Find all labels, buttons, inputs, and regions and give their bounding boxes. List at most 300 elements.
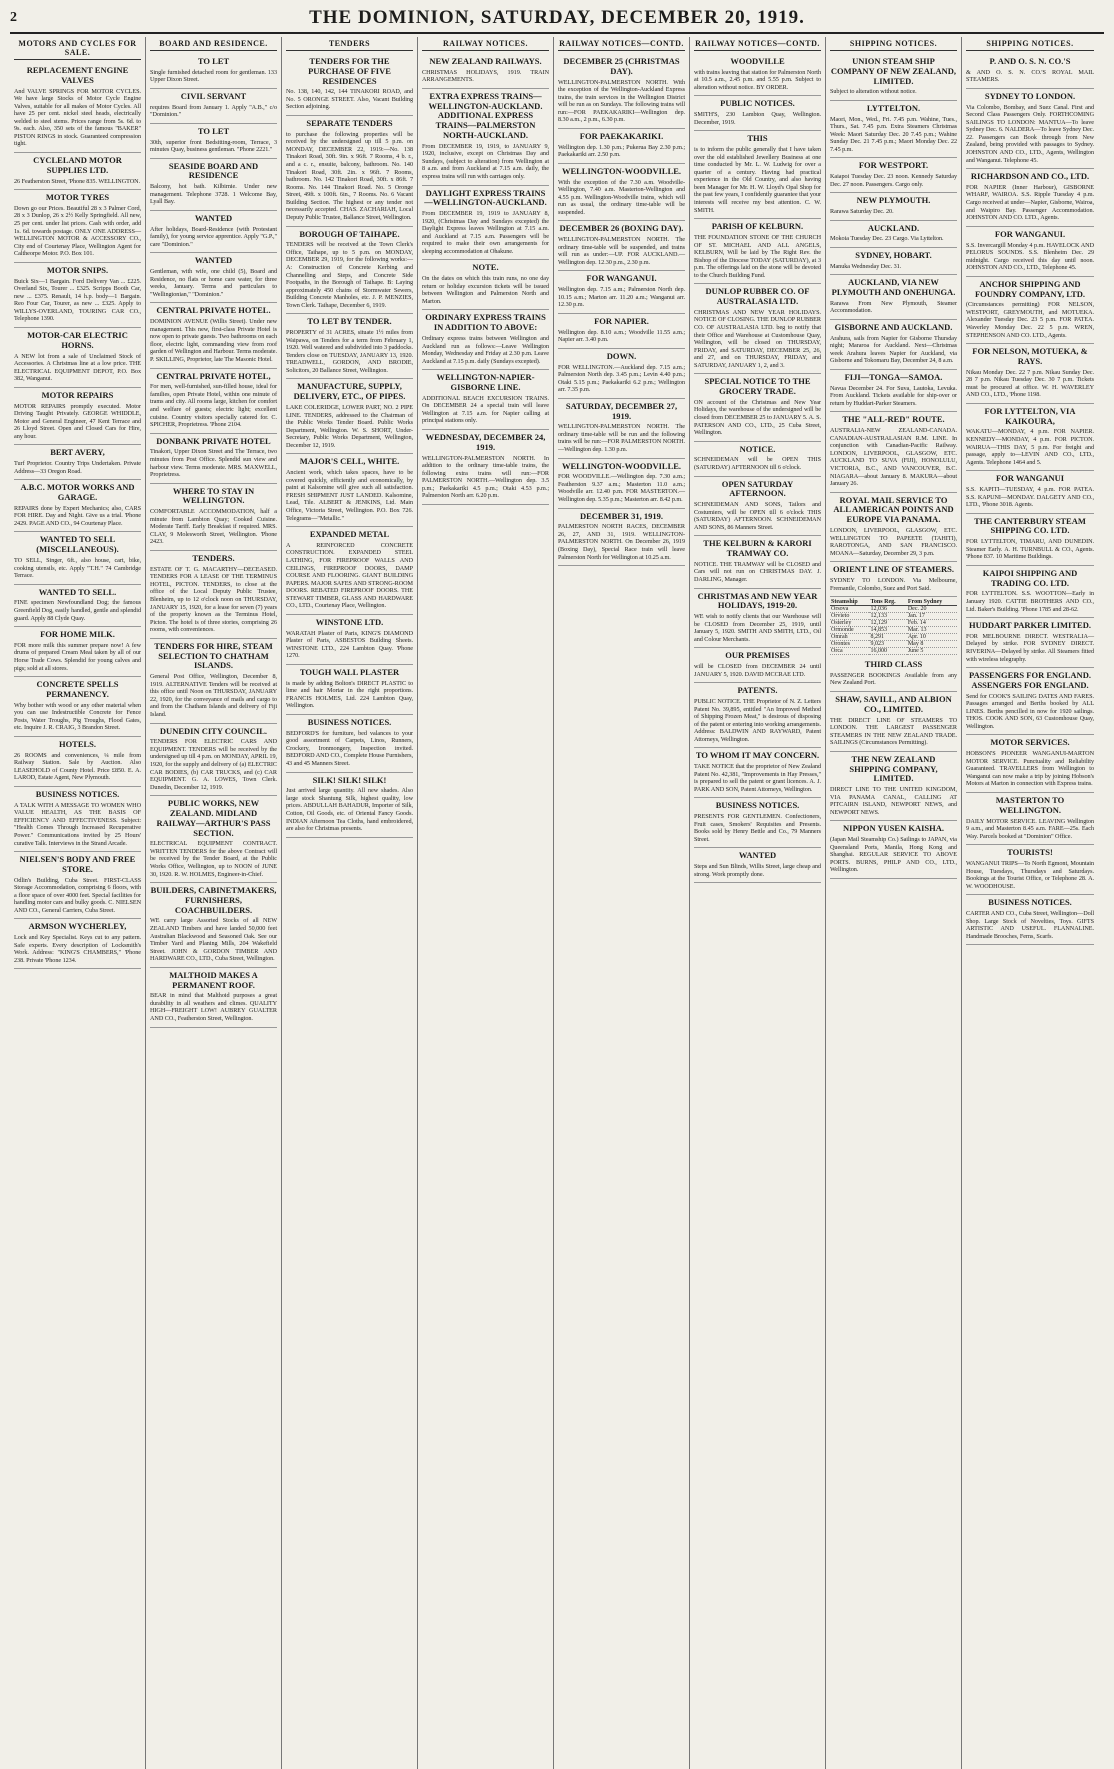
- ad-title: DECEMBER 31, 1919.: [579, 510, 664, 521]
- advertisement: [14, 737, 141, 787]
- ad-title: DAYLIGHT EXPRESS TRAINS—WELLINGTON-AUCKLAND.: [424, 187, 547, 208]
- advertisement: [150, 89, 277, 124]
- ad-body: ESTATE OF T. G. MACARTHY—DECEASED. TENDERS FOR A LEASE OF THE TERMINUS HOTEL, PICTON. TENDERS, to close at the office of the Local Deputy Public Trustee, Blenheim, up to 12 o'clock noon on THURSDAY, JANUARY 15, 1920, for a lease for seven (7) years of the property known as the Terminus Hotel, Picton. The hotel is of three stories, comprising 26 rooms, with conveniences.: [150, 565, 277, 634]
- ad-body: HOBSON'S PIONEER WANGANUI-MARTON MOTOR SERVICE. Punctuality and Reliability Guaranteed. TRAVELLERS from Wellington to Wanganui can now make a trip by joining Hobson's Motors at Marton in connection with Express trains.: [966, 750, 1094, 788]
- ad-body: Balcony, hot bath. Kilbirnie. Under new management. Telephone 3728. 1 Welcome Bay, Lyall Bay.: [150, 183, 277, 206]
- column-heading: SHIPPING NOTICES.: [830, 37, 957, 51]
- column-heading: RAILWAY NOTICES—CONTD.: [558, 37, 685, 51]
- ad-title: P. AND O. S. N. CO.'S: [989, 56, 1071, 66]
- ad-title: FOR NELSON, MOTUEKA, & RAYS.: [972, 346, 1088, 366]
- ad-body: FOR MELBOURNE DIRECT. WESTRALIA—Delayed by strike. FOR SYDNEY DIRECT. RIVERINA—Delayed by strike. All Steamers fitted with wireless telegraphy.: [966, 632, 1094, 663]
- ad-title: WHERE TO STAY IN WELLINGTON.: [172, 485, 255, 506]
- column-8: [962, 37, 1098, 1769]
- table-cell: Orontes: [830, 641, 869, 648]
- ad-title: BUILDERS, CABINETMAKERS, FURNISHERS, COACHBUILDERS.: [150, 885, 277, 915]
- advertisement: [966, 227, 1094, 277]
- advertisement: [286, 54, 413, 116]
- table-cell: Omrah: [830, 634, 869, 641]
- ad-title: ORDINARY EXPRESS TRAINS IN ADDITION TO ABOVE:: [425, 312, 546, 333]
- ad-body: WELLINGTON-PALMERSTON NORTH. The ordinary time-table will be suspended, and trains will run as under:—UP. FOR AUCKLAND.—Wellington dep. 12.30 p.m., 2.30 p.m.: [558, 236, 685, 266]
- ad-body: Manuka Wednesday Dec. 31.: [830, 262, 902, 270]
- advertisement: [286, 773, 413, 838]
- ad-title: TENDERS FOR HIRE, STEAM SELECTION TO CHATHAM ISLANDS.: [154, 640, 273, 671]
- ad-title: DUNEDIN CITY COUNCIL.: [159, 725, 268, 736]
- ad-body: PROPERTY of 31 ACRES, situate 1½ miles from Waipawa, on Tenders for a term from February 1, 1920. Well watered and subdivided into 3 paddocks. Tenders close on TUESDAY, JANUARY 13, 1920. TREADWELL, GORDON, AND BRODIE, Solicitors, 20 Ballance Street, Wellington.: [286, 329, 413, 374]
- ad-body: Ancient work, which takes spaces, have to be covered quickly, efficiently and economically, by paint at Kalsomine will give such all satisfaction. FRESH SHIPMENT JUST LANDED. Kalsomine, Lead, Tile. ALBERT & JENKINS, Ltd. Main Office, Victoria Street, Wellington. P.O. Box 726. Telegrams—"Metallic.": [286, 469, 413, 522]
- advertisement: [694, 648, 821, 683]
- advertisement: [966, 54, 1094, 89]
- advertisement: [830, 752, 957, 822]
- ad-title: KAIPOI SHIPPING AND TRADING CO. LTD.: [982, 567, 1078, 588]
- ad-title: ARMSON WYCHERLEY,: [28, 921, 127, 932]
- ad-body: DAILY MOTOR SERVICE. LEAVING Wellington 9 a.m., and Masterton 8.45 a.m. FARE—25s. Each Way. Parcels booked at "Dominion" Office.: [966, 817, 1094, 840]
- table-cell: Mar. 13: [907, 627, 957, 634]
- advertisement: [694, 54, 821, 96]
- ad-body: SCHNEIDEMAN will be OPEN THIS (SATURDAY) AFTERNOON till 6 o'clock.: [694, 456, 821, 472]
- advertisement: [830, 370, 957, 412]
- ad-body: WARATAH Plaster of Paris, KING'S DIAMOND Plaster of Paris, ASBESTOS Building Sheets. WINSTONE LTD., 224 Lambton Quay. 'Phone 1270.: [286, 629, 413, 660]
- advertisement: [558, 54, 685, 129]
- ad-body: A REINFORCED CONCRETE CONSTRUCTION. EXPANDED STEEL LATHING, FOR FIREPROOF WALLS AND CEILINGS, FIREPROOF DOORS, DAMP COURSE AND FLOORING. GIANT BUILDING PAPERS. MAJOR SAFES AND STRONG-ROOM DOORS. REBATED FIREPROOF DOORS. THE STEWART TIMBER, GLASS AND HARDWARE CO., LTD., Courtenay Place, Wellington.: [286, 541, 413, 610]
- ad-title: MALTHOID MAKES A PERMANENT ROOF.: [169, 969, 258, 990]
- advertisement: [966, 668, 1094, 735]
- advertisement: [694, 748, 821, 798]
- ad-title: DECEMBER 25 (CHRISTMAS DAY).: [563, 56, 680, 76]
- ad-body: REPAIRS done by Expert Mechanics; also, CARS FOR HIRE. Day and Night. Give us a trial. 'Phone 2429. PAGE AND CO., 94 Courtenay Place.: [14, 504, 141, 527]
- ad-body: SYDNEY TO LONDON. Via Melbourne, Fremantle, Colombo, Suez and Port Said.: [830, 577, 957, 592]
- ad-body: Mokoia Tuesday Dec. 23 Cargo. Via Lyttelton.: [830, 235, 944, 243]
- advertisement: [14, 263, 141, 328]
- advertisement: [966, 471, 1094, 513]
- ad-title: THIRD CLASS: [864, 659, 923, 670]
- advertisement: [966, 404, 1094, 471]
- ad-title: TENDERS.: [192, 553, 235, 563]
- table-row: [830, 627, 957, 634]
- advertisement: [694, 442, 821, 477]
- advertisement: [422, 54, 549, 89]
- advertisement: [286, 615, 413, 665]
- column-heading: BOARD AND RESIDENCE.: [150, 37, 277, 51]
- ad-title: NEW PLYMOUTH.: [856, 195, 931, 206]
- ad-body: WANGANUI TRIPS—To North Egmont, Mountain House, Tuesdays, Thursdays and Saturdays. Bookings at the Tourist Office, or Telephone 28. A. W. WOODHOUSE.: [966, 860, 1094, 890]
- ad-body: PUBLIC NOTICE. THE Proprietor of N. Z. Letters Patent No. 39,895, entitled "An Improved Method of Shipping Frozen Meat," is desirous of disposing of the patent or entering into working arrangements. Address: BALDWIN AND RAYWARD, Patent Attorneys, Wellington.: [694, 698, 821, 743]
- advertisement: [14, 328, 141, 388]
- ad-title: FOR WANGANUI: [995, 473, 1065, 484]
- ad-title: WANTED TO SELL (MISCELLANEOUS).: [36, 534, 119, 555]
- ad-body: TO SELL, Singer, 6ft., also house, cart, bike, cooking utensils, etc. Apply "T.H." 74 Cambridge Terrace.: [14, 556, 141, 580]
- ad-body: SCHNEIDEMAN AND SONS, Tailors and Costumiers, will be OPEN till 6 o'clock THIS (SATURDAY) AFTERNOON. SCHNEIDEMAN AND SONS, 86 Manners Street.: [694, 501, 821, 531]
- column-5: [554, 37, 690, 1769]
- ad-title: MOTOR TYRES: [45, 192, 110, 203]
- ad-body: is made by adding Bolton's DIRECT PLASTIC to lime and hair Mortar in the right proportions. FRANCIS HOLMES, Ltd. 224 Lambton Quay, Wellington.: [286, 679, 413, 710]
- ad-body: LONDON, LIVERPOOL, GLASGOW, ETC. WELLINGTON TO PAPEETE (TAHITI), RAROTONGA, AND SAN FRANCISCO. MOANA—Saturday, December 29, 3 p.m.: [830, 527, 957, 557]
- table-cell: Orsova: [830, 606, 869, 613]
- ad-body: Maori, Mon., Wed., Fri. 7.45 p.m. Wahine, Tues., Thurs., Sat. 7.45 p.m. Extra Steamers Christmas Week: Maori Saturday Dec. 20 7.45 p.m.; Wahine Sunday Dec. 21 7.45 p.m.; Maori Monday Dec. 22 7.45 p.m.: [830, 115, 957, 153]
- ad-title: NIELSEN'S BODY AND FREE STORE.: [19, 854, 136, 874]
- ad-body: SMITH'S, 230 Lambton Quay, Wellington. December, 1919.: [694, 111, 821, 126]
- ad-title: UNION STEAM SHIP COMPANY OF NEW ZEALAND, LIMITED.: [830, 56, 957, 86]
- ad-title: BUSINESS NOTICES.: [307, 716, 392, 727]
- advertisement: [14, 919, 141, 969]
- advertisement: [558, 271, 685, 313]
- ad-title: LYTTELTON.: [866, 102, 921, 113]
- column-1: [10, 37, 146, 1769]
- table-cell: 9,023: [869, 641, 906, 648]
- ad-body: WAKATU—MONDAY, 4 p.m. FOR NAPIER. KENNEDY—MONDAY, 4 p.m. FOR PICTON. WAIRUA—THIS DAY, 5 p.m. For freight and passage, apply to—LEVIN AND CO., LTD., Agents. Telephone 1464 and 5.: [966, 428, 1094, 466]
- ad-title: FOR NAPIER.: [594, 315, 649, 326]
- advertisement: [150, 796, 277, 883]
- advertisement: [694, 96, 821, 131]
- ad-body: & AND O. S. N. CO.'S ROYAL MAIL STEAMERS.: [966, 68, 1094, 84]
- ad-body: Navua December 24. For Suva, Lautoka, Levuka. From Auckland. Tickets available for ship-over or return by Huddart-Parker Steamers.: [830, 384, 957, 407]
- table-row: [830, 641, 957, 648]
- advertisement: [966, 566, 1094, 618]
- ad-body: PALMERSTON NORTH RACES, DECEMBER 26, 27, AND 31, 1919. WELLINGTON-PALMERSTON NORTH. On December 26, 1919 (Boxing Day), Special Race train will leave Palmerston North for Wellington at 10.25 a.m.: [558, 523, 685, 561]
- ad-body: Ordinary express trains between Wellington and Auckland run as follows:—Leave Wellington Monday, Wednesday and Friday at 2.30 p.m. Leave Auckland at 7.15 p.m. daily (Sundays excepted).: [422, 334, 549, 365]
- table-header-cell: Tons Reg.: [869, 599, 906, 606]
- advertisement: [150, 159, 277, 211]
- ad-title: HUDDART PARKER LIMITED.: [969, 620, 1091, 631]
- ad-title: TOUGH WALL PLASTER: [299, 666, 400, 677]
- advertisement: [830, 657, 957, 692]
- advertisement: [694, 131, 821, 219]
- ad-body: WELLINGTON-PALMERSTON NORTH. With the exception of the Wellington-Auckland Express trains, the train services in the Wellington District will be run as on Sundays. The following trains will run:—FOR PAEKAKARIKI—Wellington dep. 8.30 a.m., 2 p.m., 6.30 p.m.: [558, 78, 685, 124]
- ad-title: PATENTS.: [737, 685, 778, 696]
- ad-body: After holidays, Board-Residence (with Protestant family), for young service apprentice. Apply "G.P.," care "Dominion.": [150, 225, 277, 248]
- advertisement: [830, 412, 957, 492]
- ad-body: No. 138, 140, 142, 144 TINAKORI ROAD, and No. 5 ORONGE STREET. Also, Vacant Building Section adjoining.: [286, 88, 413, 111]
- ad-body: DIRECT LINE TO THE UNITED KINGDOM, VIA PANAMA CANAL, CALLING AT PITCAIRN ISLAND, NEWPORT NEWS, and NEWPORT NEWS.: [830, 786, 957, 816]
- advertisement: [150, 484, 277, 551]
- ad-title: DOWN.: [606, 350, 637, 361]
- ad-body: Lock and Key Specialist. Keys cut to any pattern. Safe experts. Every description of Locksmith's Work. Address: "KING'S CHAMBERS," 'Phone 238. Private 'Phone 1234.: [14, 934, 141, 964]
- ad-body: FOR LYTTELTON, TIMARU, AND DUNEDIN. Steamer Early. A. H. TURNBULL & CO., Agents. 'Phone 837. 10 Maritime Buildings.: [966, 538, 1094, 561]
- ad-body: And VALVE SPRINGS FOR MOTOR CYCLES. We have large Stocks of Motor Cycle Engine Valves, suitable for all makes of Motor Cycles. All have 25 per cent. nickel steel heads, electrically welded to steel stems. Prices range from 5s. 6d. to 9s. each. Also, 350 sets of the famous "BAKER" PISTON RINGS in stock. Guaranteed compression tight.: [14, 87, 141, 148]
- ad-body: NOTICE. THE TRAMWAY will be CLOSED and Cars will not run on CHRISTMAS DAY. J. DARLING, Manager.: [694, 560, 821, 584]
- advertisement: [558, 349, 685, 399]
- ad-body: Via Colombo, Bombay, and Suez Canal. First and Second Class Passengers Only. FORTHCOMING SAILINGS TO LONDON: MANTUA—To leave Sydney Dec. 6. NALDERA—To leave Sydney Dec. 22. Passengers can Book through from New Zealand, being provided with passages to Sydney. JOHNSTON AND CO., LTD., Agents, Wellington and Wanganui. Telephone 45.: [966, 103, 1094, 164]
- ad-body: Gentleman, with wife, one child (5), Board and Residence, no flats or home care water, for three weeks, January. Terms and particulars to "Wellingtonian," "Dominion.": [150, 268, 277, 298]
- ad-body: WELLINGTON-PALMERSTON NORTH. The ordinary time-table will be run and the following trains will be run:—FOR PALMERSTON NORTH.—Wellington dep. 1.30 p.m.: [558, 423, 685, 453]
- ad-body: A TALK WITH A MESSAGE TO WOMEN WHO VALUE HEALTH, AS THE BASIS OF EFFICIENCY AND EFFECTIVENESS. Subject: "Health Comes Through Increased Recuperative Power." Communications invited by 25 Hours' curative Talk. Interviews in the Strand Arcade.: [14, 801, 141, 847]
- ad-body: FOR WOODVILLE.—Wellington dep. 7.30 a.m.; Featherston 9.37 a.m.; Masterton 11.0 a.m.; Woodville arr. 12.40 p.m. FOR MASTERTON.—Wellington dep. 5.35 p.m.; Masterton arr. 8.42 p.m.: [558, 473, 685, 503]
- advertisement: [830, 562, 957, 597]
- ad-title: SILK! SILK! SILK!: [312, 774, 387, 785]
- advertisement: [558, 314, 685, 349]
- advertisement: [558, 221, 685, 271]
- table-cell: June 5: [907, 648, 957, 655]
- column-4: [418, 37, 554, 1769]
- ad-body: S.S. KAPITI—TUESDAY, 4 p.m. FOR PATEA. S.S. KAPUNI—MONDAY. DALGETY AND CO., LTD., 'Phone 3018. Agents.: [966, 485, 1094, 509]
- columns-container: [10, 37, 1104, 1769]
- advertisement: [286, 454, 413, 527]
- advertisement: [966, 845, 1094, 895]
- advertisement: [422, 430, 549, 505]
- advertisement: [286, 715, 413, 773]
- table-cell: Orvieto: [830, 613, 869, 620]
- ad-title: BERT AVERY,: [50, 447, 105, 458]
- advertisement: [694, 374, 821, 441]
- ad-body: Wellington dep. 7.15 a.m.; Palmerston North dep. 10.15 a.m.; Marton arr. 11.20 a.m.; Wanganui arr. 12.30 p.m.: [558, 286, 685, 309]
- ad-title: FIJI—TONGA—SAMOA.: [844, 371, 943, 382]
- ad-title: PARISH OF KELBURN.: [711, 221, 804, 232]
- ad-title: WANTED: [194, 255, 233, 266]
- ad-body: Rarawa From New Plymouth, Steamer Accommodation.: [830, 299, 957, 315]
- ad-body: PASSENGER BOOKINGS Available from any New Zealand Port.: [830, 671, 957, 687]
- advertisement: [694, 477, 821, 537]
- advertisement: [830, 248, 957, 275]
- table-cell: 14,853: [869, 627, 906, 634]
- ad-title: NIPPON YUSEN KAISHA.: [843, 823, 944, 834]
- ad-title: BOROUGH OF TAIHAPE.: [299, 228, 400, 239]
- ad-title: CENTRAL PRIVATE HOTEL.: [156, 305, 271, 316]
- ad-title: FOR WANGANUI.: [586, 273, 657, 284]
- table-cell: 12,129: [869, 620, 906, 627]
- ad-body: Tinakori, Upper Dixon Street and The Terrace, two minutes from Post Office. Splendid sun view and harbour view. Terms moderate. MRS. MAXWELL, Proprietress.: [150, 448, 277, 479]
- ad-body: FOR more milk this summer prepare now! A few drums of prepared Cream Meal taken by all of our Horse Trade Cows. Splendid for young calves and pigs; sold at all stores.: [14, 641, 141, 672]
- table-row: [830, 613, 957, 620]
- ad-body: (Circumstances permitting) FOR NELSON, WESTPORT, GREYMOUTH, and MOTUEKA. Alexander Tuesday Dec. 23 5 p.m. FOR PATEA. Waverley Monday Dec. 22 5 p.m. WREN, STEPHENSON AND CO. LTD., Agents.: [966, 301, 1094, 339]
- advertisement: [150, 369, 277, 434]
- ad-title: WINSTONE LTD.: [315, 616, 384, 627]
- ad-body: TENDERS will be received at the Town Clerk's Office, Taihape, up to 5 p.m. on MONDAY, DECEMBER 29, 1919, for the following works:—A: Construction of Concrete Kerbing and Channelling and Steps, and Concrete Side Footpaths, in the Borough of Taihape. B: Laying approximately 450 chains of Stormwater Sewers, Building Concrete Manholes, etc. J. P. MENZIES, Town Clerk. Taihape, December 6, 1919.: [286, 241, 413, 309]
- column-heading: RAILWAY NOTICES—CONTD.: [694, 37, 821, 51]
- column-2: [146, 37, 282, 1769]
- ad-body: Rarawa Saturday Dec. 20.: [830, 208, 894, 216]
- ad-title: MOTOR REPAIRS: [41, 389, 114, 400]
- ad-body: TENDERS FOR ELECTRIC CARS AND EQUIPMENT. TENDERS will be received by the undersigned up till 4 p.m. on MONDAY, APRIL 19, 1920, for the supply and delivery of (a) ELECTRIC CAR BODIES, (b) CAR TRUCKS, and (c) CAR EQUIPMENT. G. A. LOWES, Town Clerk. Dunedin, December 12, 1919.: [150, 738, 277, 791]
- advertisement: [558, 129, 685, 164]
- advertisement: [422, 186, 549, 261]
- advertisement: [830, 821, 957, 879]
- advertisement: [422, 260, 549, 310]
- advertisement: [830, 221, 957, 248]
- ad-title: SEASIDE BOARD AND RESIDENCE: [168, 160, 259, 181]
- ad-title: WANTED TO SELL.: [38, 586, 117, 597]
- advertisement: [14, 787, 141, 852]
- ad-body: CARTER AND CO., Cuba Street, Wellington—Doll Shop. Large Stock of Novelties, Toys. GIFTS ARTISTIC AND USEFUL. FLANNALINE. Handmade Brooches, Ferns, Scarfs.: [966, 910, 1094, 940]
- table-cell: 12,036: [869, 606, 906, 613]
- ad-body: Wellington dep. 1.30 p.m.; Pukerua Bay 2.30 p.m.; Paekakariki arr. 2.50 p.m.: [558, 143, 685, 159]
- advertisement: [150, 54, 277, 89]
- advertisement: [150, 124, 277, 159]
- ad-title: OPEN SATURDAY AFTERNOON.: [721, 478, 794, 499]
- ad-body: WE carry large Assorted Stocks of all NEW ZEALAND Timbers and have landed 50,000 feet Australian Blackwood and Seasoned Oak. See our Timber Yard and Planing Mills, 204 Wakefield Street. JOHN & GORDON TIMBER AND HARDWARE CO., LTD., Cuba Street, Wellington.: [150, 917, 277, 963]
- ad-body: Why bother with wood or any other material when you can use Indestructible Concrete for Fence Posts, Water Troughs, Pig Troughs, Flood Gates, etc. Inquire J. R. CRAIG, 3 Brandon Street.: [14, 701, 141, 732]
- ad-body: PRESENTS FOR GENTLEMEN. Confectioners, Fruit cases, Smokers' Requisites and Presents. Books sold by Henry Bettle and Co., 79 Manners Street.: [694, 813, 821, 843]
- newspaper-title: THE DOMINION, SATURDAY, DECEMBER 20, 1919.: [309, 7, 805, 28]
- ad-title: MAJOR'S CELL, WHITE.: [299, 456, 400, 467]
- advertisement: [150, 551, 277, 639]
- ad-title: RICHARDSON AND CO., LTD.: [970, 171, 1090, 182]
- ad-body: WE wish to notify clients that our Warehouse will be CLOSED from December 25, 1919, until January 5, 1920. SMITH AND SMITH, LTD., Oil and Colour Merchants.: [694, 613, 821, 643]
- ad-body: FOR WELLINGTON.—Auckland dep. 7.15 a.m.; Palmerston North dep. 3.45 p.m.; Levin 4.40 p.m.; Otaki 5.15 p.m.; Paekakariki 6.2 p.m.; Wellington arr. 7.35 p.m.: [558, 363, 685, 394]
- advertisement: [286, 379, 413, 454]
- table-cell: May 8: [907, 641, 957, 648]
- ad-body: Down go our Prices. Beautiful 28 x 3 Palmer Cord, 28 x 3 Dunlop, 26 x 2½ Kelly Springfield. All new, 25 per cent. under list prices. Cash with order, add 1s. 6d. towards postage. ONLY ONE ADDRESS— WELLINGTON MOTOR & ACCESSORY CO., City end of Courtenay Place, Wellington Agent for Caltheorpe Motor. P.O. Box 101.: [14, 204, 141, 258]
- ad-body: THE FOUNDATION STONE OF THE CHURCH OF ST. MICHAEL AND ALL ANGELS, KELBURN, Will be laid by The Right Rev. the Bishop of the Diocese TODAY (SATURDAY), at 3 p.m. The offerings laid on the stone will be devoted to the Church Building Fund.: [694, 233, 821, 279]
- ad-body: Just arrived large quantity. All new shades. Also large stock Shantung Silk, highest quality, low prices. ABDULLAH BAHADUR, Importer of Silk, Cotton, Oil Goods, etc. of Oriental Fancy Goods. INDIAN Afternoon Tea Cloths, hand embroidered, are also for Christmas presents.: [286, 787, 413, 833]
- ad-body: Odlin's Building, Cuba Street. FIRST-CLASS Storage Accommodation, comprising 6 floors, with a floor space of over 4000 feet. Special facilities for handling motor cars and bulky goods. C. NIELSEN AND CO., General Carriers, Cuba Street.: [14, 876, 141, 914]
- ad-body: On the dates on which this train runs, no one day return or holiday excursion tickets will be issued between Wellington and Palmerston North and Marton.: [422, 275, 549, 305]
- ad-body: TAKE NOTICE that the proprietor of New Zealand Patent No. 42,381, "Improvements in Hay Presses," is prepared to sell the patent or grant licences. A. J. PARK AND SON, Patent Attorneys, Wellington.: [694, 763, 821, 793]
- ad-title: EXPANDED METAL: [309, 529, 390, 540]
- ad-body: FOR NAPIER (Inner Harbour), GISBORNE WHARF, WAIROA. S.S. Ripple Tuesday 4 p.m. Cargo received at under—Napier, Gisborne, Wairoa, and Waipiro Bay. Passenger Accommodation. JOHNSTON AND CO. LTD., Agents.: [966, 183, 1094, 222]
- ad-body: Subject to alteration without notice.: [830, 88, 917, 96]
- advertisement: [830, 54, 957, 101]
- advertisement: [14, 445, 141, 480]
- table-row: [830, 606, 957, 613]
- advertisement: [422, 89, 549, 186]
- ad-body: 30th, superior front Bedsitting-room, Terrace, 3 minutes Quay, business gentleman. "Phone 2221.": [150, 138, 277, 154]
- ad-title: MOTOR-CAR ELECTRIC HORNS.: [27, 329, 128, 350]
- ad-title: WANTED: [194, 212, 233, 223]
- advertisement: [14, 388, 141, 446]
- ad-body: requires Board from January 1. Apply "A.B.," c/o "Dominion.": [150, 103, 277, 119]
- ad-title: NEW ZEALAND RAILWAYS.: [429, 56, 542, 66]
- column-6: [690, 37, 826, 1769]
- advertisement: [694, 798, 821, 848]
- advertisement: [422, 370, 549, 430]
- ad-title: FOR LYTTELTON, VIA KAIKOURA,: [984, 405, 1076, 426]
- ad-title: NOTICE.: [739, 443, 776, 454]
- advertisement: [558, 399, 685, 459]
- ad-title: BUSINESS NOTICES.: [715, 800, 800, 811]
- ad-title: FOR HOME MILK.: [40, 629, 115, 640]
- advertisement: [830, 493, 957, 563]
- column-heading: SHIPPING NOTICES.: [966, 37, 1094, 51]
- ad-title: MANUFACTURE, SUPPLY, DELIVERY, ETC., OF PIPES.: [293, 381, 406, 402]
- table-cell: Jan. 17: [907, 613, 957, 620]
- advertisement: [694, 683, 821, 748]
- column-heading: MOTORS AND CYCLES FOR SALE.: [14, 37, 141, 60]
- advertisement: [966, 514, 1094, 566]
- ad-title: PASSENGERS FOR ENGLAND. ASSENGERS FOR ENGLAND.: [969, 670, 1091, 690]
- advertisement: [14, 677, 141, 737]
- ad-title: TO LET BY TENDER.: [307, 316, 392, 327]
- advertisement: [422, 310, 549, 370]
- advertisement: [286, 116, 413, 227]
- ad-body: will be CLOSED from DECEMBER 24 until JANUARY 5, 1920. DAVID MCCRAE LTD.: [694, 663, 821, 678]
- ad-body: AUSTRALIA-NEW ZEALAND-CANADA. CANADIAN-AUSTRALASIAN R.M. LINE. In conjunction with Canadian-Pacific Railway. LONDON, LIVERPOOL, GLASGOW, ETC. AUCKLAND TO SUVA (FIJI), HONOLULU, VICTORIA, B.C., AND VANCOUVER, B.C. NIAGARA—about January 8. MAKURA—about January 26.: [830, 427, 957, 488]
- advertisement: [14, 63, 141, 153]
- table-header-cell: Steamship: [830, 599, 869, 606]
- ad-title: FOR WANGANUI.: [994, 228, 1066, 239]
- ad-title: TO LET: [197, 125, 230, 136]
- ad-body: S.S. Invercargill Monday 4 p.m. HAVELOCK AND PELORUS SOUNDS. S.S. Blenheim Dec. 29 midnight. Cargo received this day until noon. JOHNSTON AND CO., LTD., Telephone 45.: [966, 241, 1094, 272]
- ad-body: THE DIRECT LINE OF STEAMERS TO LONDON. THE LARGEST PASSENGER STEAMERS IN THE NEW ZEALAND TRADE. SAILINGS (Circumstances Permitting).: [830, 716, 957, 747]
- ad-title: SPECIAL NOTICE TO THE GROCERY TRADE.: [704, 376, 811, 397]
- page-number: 2: [10, 10, 17, 25]
- ad-body: Nikau Monday Dec. 22 7 p.m. Nikau Sunday Dec. 28 7 p.m. Nikau Tuesday Dec. 30 7 p.m. Tickets must be procured at office. W. H. WAVERLEY AND CO., LTD., 'Phone 1198.: [966, 368, 1094, 399]
- ad-title: THIS: [747, 133, 768, 144]
- ad-title: EXTRA EXPRESS TRAINS—WELLINGTON-AUCKLAND. ADDITIONAL EXPRESS TRAINS—PALMERSTON NORTH-AUCKLAND.: [428, 90, 543, 140]
- ad-body: A NEW lot from a sale of Unclaimed Stock of Accessories. A Christmas line at a low price. THE ELECTRICAL EQUIPMENT DEPOT, P.O. Box 382, Wanganui.: [14, 352, 141, 383]
- advertisement: [150, 434, 277, 484]
- table-cell: 8,291: [869, 634, 906, 641]
- ad-body: FOR LYTTELTON. S.S. WOOTTON—Early in January 1920. CATTIE BROTHERS AND CO., Ltd. Baker's Building. 'Phone 1785 and 28-62.: [966, 590, 1094, 613]
- table-row: [830, 634, 957, 641]
- advertisement: [150, 253, 277, 303]
- ad-title: DONBANK PRIVATE HOTEL: [156, 435, 271, 446]
- advertisement: [14, 153, 141, 190]
- table-cell: 16,000: [869, 648, 906, 655]
- ad-title: MOTOR SNIPS.: [46, 264, 109, 275]
- advertisement: [286, 314, 413, 379]
- ad-title: THE KELBURN & KARORI TRAMWAY CO.: [703, 538, 812, 559]
- advertisement: [694, 284, 821, 374]
- advertisement: [694, 589, 821, 649]
- ad-body: DOMINION AVENUE (Willis Street). Under new management. This new, first-class Private Hotel is now open to private guests. Two bathrooms on each floor, electric light, commanding view from roof garden of Wellington and Harbour. Terms moderate. P. SKILLING, Proprietor, late The Masonic Hotel.: [150, 318, 277, 363]
- ad-title: ROYAL MAIL SERVICE TO ALL AMERICAN POINTS AND EUROPE VIA PANAMA.: [833, 494, 954, 525]
- advertisement: [830, 101, 957, 159]
- advertisement: [558, 164, 685, 222]
- ad-title: SHAW, SAVILL, AND ALBION CO., LIMITED.: [835, 694, 952, 714]
- ad-body: Buick Six—1 Bargain. Ford Delivery Van ... £225. Overland Six, Tourer ... £325. Scripps Booth Car, new ... £375. Renault, 14 h.p. body—1 Bargain. Reo Four Car, Tourer, as new ... £325. Apply to WILLYS-OVERLAND, TOURING CAR CO., Telephone 1390.: [14, 277, 141, 323]
- table-cell: Osterley: [830, 620, 869, 627]
- advertisement: [14, 627, 141, 677]
- ad-body: FINE specimen Newfoundland Dog; the famous Greenfield Dog, easily handled, gentle and splendid guard. Apply 88 Clyde Quay.: [14, 599, 141, 622]
- ad-title: MOTOR SERVICES.: [990, 737, 1070, 748]
- ad-body: to purchase the following properties will be received by the undersigned up till 5 p.m. on MONDAY, DECEMBER 22, 1919:—No. 138 Tinakori Road, 30ft. 9in. x 96ft. 7 Rooms, 4 b. r., and a c. r., ensuite, balcony, bathroom. No. 140 Tinakori Road, 30ft. 2in. x 96ft. 7 Rooms, bathroom. No. 142 Tinakori Road, 30ft. x 86ft. 7 Rooms. No. 144 Tinakori Road. No. 5 Oronge Street, 49ft. x 100ft. 6in., 7 Rooms. No. 6 Vacant Building Section. The highest or any tender not necessarily accepted. CHAS. ZACHARIAH, Local Deputy Public Trustee, Ballance Street, Wellington.: [286, 130, 413, 221]
- ad-title: GISBORNE AND AUCKLAND.: [834, 321, 953, 332]
- table-cell: Dec. 20: [907, 606, 957, 613]
- ad-body: Arahura, sails from Napier for Gisborne Thursday night; Mararoa for Auckland. Next—Christmas week Arahura leaves Napier for Auckland, via Gisborne and Tokomaru Bay, December 24, 8 a.m.: [830, 334, 957, 365]
- ad-body: WELLINGTON-PALMERSTON NORTH. In addition to the ordinary time-table trains, the following extra trains will run:—FOR PALMERSTON NORTH.—Wellington dep. 3.5 p.m.; Paekakariki 4.5 p.m.; Otaki 4.53 p.m.; Palmerston North arr. 6.20 p.m.: [422, 454, 549, 500]
- column-heading: TENDERS: [286, 37, 413, 51]
- table-cell: Apr. 10: [907, 634, 957, 641]
- ad-title: SEPARATE TENDERS: [306, 117, 393, 128]
- ad-body: BEAR in mind that Malthoid purposes a great durability in all weathers and climes. QUALITY HIGH—FREIGHT LOW! AUBREY GUALTER AND CO., Featherston Street, Wellington.: [150, 992, 277, 1022]
- ad-title: PUBLIC WORKS, NEW ZEALAND. MIDLAND RAILWAY—ARTHUR'S PASS SECTION.: [156, 798, 271, 838]
- ad-body: (Japan Mail Steamship Co.) Sailings to JAPAN, via Queensland Ports, Manila, Hong Kong and Shanghai. REGULAR SERVICE TO ABOVE PORTS. BURNS, PHILP AND CO., LTD., Wellington.: [830, 836, 957, 874]
- advertisement: [966, 277, 1094, 344]
- ad-body: Single furnished detached room for gentleman. 133 Upper Dixon Street.: [150, 68, 277, 84]
- advertisement: [966, 793, 1094, 845]
- advertisement: [966, 618, 1094, 668]
- advertisement: [150, 883, 277, 968]
- advertisement: [286, 665, 413, 715]
- advertisement: [286, 227, 413, 315]
- ad-title: HOTELS.: [58, 738, 97, 749]
- ad-body: 26 Featherston Street, 'Phone 835. WELLINGTON.: [14, 177, 141, 185]
- ad-title: OUR PREMISES: [725, 650, 790, 661]
- column-3: [282, 37, 418, 1769]
- ad-title: TOURISTS!: [1007, 847, 1053, 858]
- ad-title: WELLINGTON-WOODVILLE.: [561, 460, 682, 471]
- table-cell: Orca: [830, 648, 869, 655]
- ad-title: TO LET: [197, 56, 230, 66]
- advertisement: [966, 895, 1094, 945]
- ad-body: For men, well-furnished, sun-filled house, ideal for families, open Private Hotel, within one minute of trams and city. All rooms large, kitchen for comfort and welfare of guests; electric light; excellent cuisine. Country visitors specially catered for. C. SPICHER, Proprietress. 'Phone 2104.: [150, 383, 277, 429]
- ad-title: CIVIL SERVANT: [180, 90, 247, 101]
- ad-title: SYDNEY TO LONDON.: [984, 90, 1076, 101]
- advertisement: [830, 193, 957, 220]
- ad-body: Kaiapoi Tuesday Dec. 23 noon. Kennedy Saturday Dec. 27 noon. Passengers. Cargo only.: [830, 173, 957, 188]
- advertisement: [694, 848, 821, 883]
- ad-title: CENTRAL PRIVATE HOTEL,: [156, 370, 271, 381]
- advertisement: [14, 532, 141, 584]
- ad-title: CYCLELAND MOTOR SUPPLIES LTD.: [33, 155, 122, 175]
- ad-body: With the exception of the 7.30 a.m. Woodville-Wellington, 7.40 a.m. Masterton-Wellington and 4.55 p.m. Wellington-Woodville trains, which will run as usual, the ordinary time-table will be suspended.: [558, 178, 685, 216]
- advertisement: [830, 320, 957, 370]
- ad-title: TO WHOM IT MAY CONCERN.: [695, 750, 820, 761]
- advertisement: [966, 89, 1094, 169]
- ad-body: General Post Office, Wellington, December 8, 1919. ALTERNATIVE Tenders will be received at this office until Noon on THURSDAY, JANUARY 22, 1920, for the conveyance of mails and cargo to and from the Chatham Islands and delivery of Fiji Island.: [150, 673, 277, 718]
- advertisement: [150, 724, 277, 797]
- advertisement: [14, 190, 141, 263]
- ad-body: ELECTRICAL EQUIPMENT CONTRACT. WRITTEN TENDERS for the above Contract will be received by the Tender Board, at the Public Works Office, Wellington, up to NOON of JUNE 30, 1920. R. W. HOLMES, Engineer-in-Chief.: [150, 840, 277, 878]
